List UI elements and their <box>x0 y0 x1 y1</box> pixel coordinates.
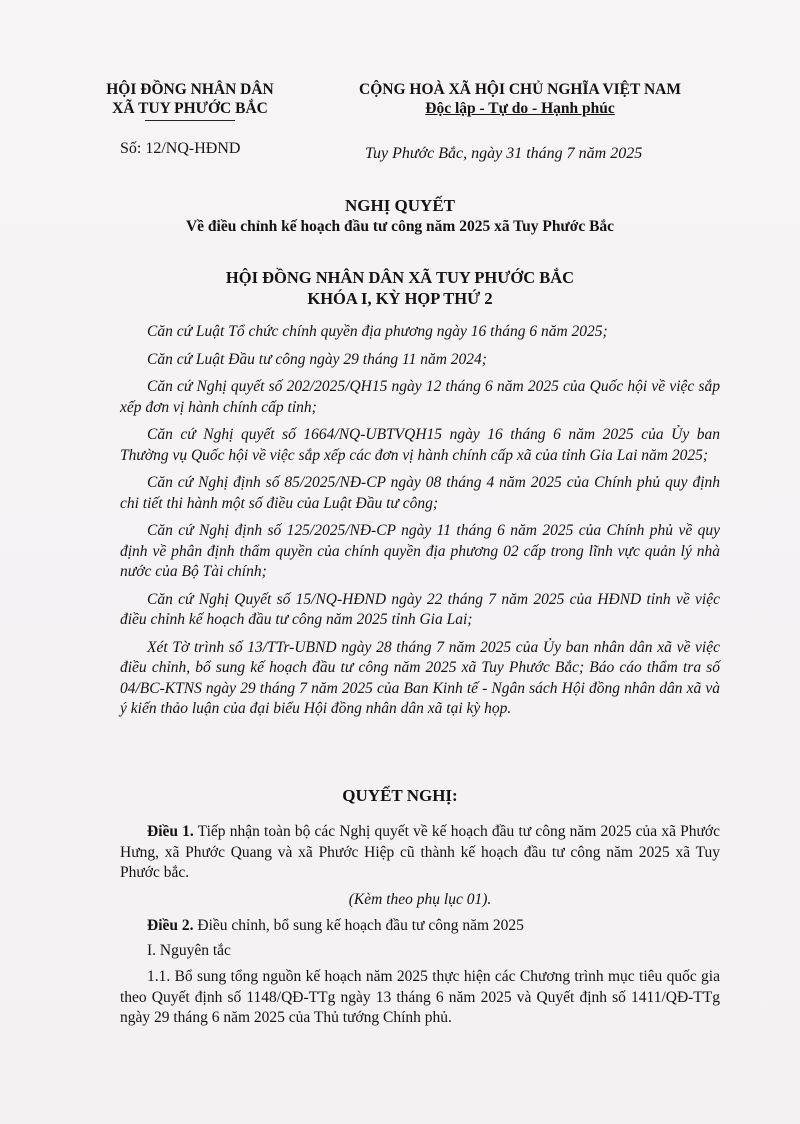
basis-item: Căn cứ Nghị định số 125/2025/NĐ-CP ngày 11 tháng 6 năm 2025 của Chính phủ về quy định về phân định thẩm quyền của chính quyền địa phương 02 cấp trong lĩnh vực quản lý nhà nước của Bộ Tài chính; <box>120 522 720 580</box>
legal-basis <box>120 322 720 727</box>
place-and-date: Tuy Phước Bắc, ngày 31 tháng 7 năm 2025 <box>365 145 643 162</box>
national-heading <box>320 80 720 118</box>
basis-item: Xét Tờ trình số 13/TTr-UBND ngày 28 tháng 7 năm 2025 của Ủy ban nhân dân xã về việc điều chỉnh, bổ sung kế hoạch đầu tư công năm 2025 xã Tuy Phước Bắc; Báo cáo thẩm tra số 04/BC-KTNS ngày 29 tháng 7 năm 2025 của Ban Kinh tế - Ngân sách Hội đồng nhân dân xã và ý kiến thảo luận của đại biểu Hội đồng nhân dân xã tại kỳ họp. <box>120 638 720 717</box>
article-2-label: Điều 2. <box>147 917 194 934</box>
org-line-2: XÃ TUY PHƯỚC BẮC <box>112 100 268 117</box>
article-2-text: Điều chỉnh, bổ sung kế hoạch đầu tư công năm 2025 <box>193 917 524 934</box>
articles <box>120 822 720 1029</box>
org-divider <box>145 120 235 121</box>
issuing-organization <box>80 80 300 121</box>
basis-item: Căn cứ Nghị định số 85/2025/NĐ-CP ngày 08 tháng 4 năm 2025 của Chính phủ quy định chi tiết thi hành một số điều của Luật Đầu tư công; <box>120 474 720 512</box>
nation-name: CỘNG HOÀ XÃ HỘI CHỦ NGHĨA VIỆT NAM <box>359 81 681 98</box>
basis-item: Căn cứ Luật Tổ chức chính quyền địa phương ngày 16 tháng 6 năm 2025; <box>147 323 608 340</box>
article-1 <box>120 822 720 884</box>
council-heading <box>0 267 800 309</box>
article-1-appendix: (Kèm theo phụ lục 01). <box>348 890 492 908</box>
section-principles: I. Nguyên tắc <box>147 941 231 959</box>
basis-item: Căn cứ Nghị quyết số 202/2025/QH15 ngày 12 tháng 6 năm 2025 của Quốc hội về việc sắp xếp đơn vị hành chính cấp tỉnh; <box>120 378 720 416</box>
document-number: Số: 12/NQ-HĐND <box>120 140 241 157</box>
article-1-label: Điều 1. <box>147 823 194 840</box>
council-name: HỘI ĐỒNG NHÂN DÂN XÃ TUY PHƯỚC BẮC <box>225 268 575 287</box>
document-subtitle: Về điều chỉnh kế hoạch đầu tư công năm 2025 xã Tuy Phước Bắc <box>185 218 615 235</box>
article-2 <box>120 916 720 937</box>
basis-item: Căn cứ Nghị quyết số 1664/NQ-UBTVQH15 ngày 16 tháng 6 năm 2025 của Ủy ban Thường vụ Quốc hội về việc sắp xếp các đơn vị hành chính cấp xã của tỉnh Gia Lai năm 2025; <box>120 426 720 464</box>
basis-item: Căn cứ Nghị Quyết số 15/NQ-HĐND ngày 22 tháng 7 năm 2025 của HĐND tỉnh về việc điều chỉnh kế hoạch đầu tư công năm 2025 tỉnh Gia Lai; <box>120 590 720 628</box>
org-line-1: HỘI ĐỒNG NHÂN DÂN <box>106 81 274 98</box>
decision-heading: QUYẾT NGHỊ: <box>342 786 458 805</box>
national-motto: Độc lập - Tự do - Hạnh phúc <box>425 100 615 117</box>
item-1-1: 1.1. Bổ sung tổng nguồn kế hoạch năm 2025 thực hiện các Chương trình mục tiêu quốc gia theo Quyết định số 1148/QĐ-TTg ngày 13 tháng 6 năm 2025 và Quyết định số 1411/QĐ-TTg ngày 29 tháng 6 năm 2025 của Thủ tướng Chính phủ. <box>120 968 720 1026</box>
basis-item: Căn cứ Luật Đầu tư công ngày 29 tháng 11 năm 2024; <box>147 350 487 368</box>
council-session: KHÓA I, KỲ HỌP THỨ 2 <box>307 289 493 308</box>
article-1-text: Tiếp nhận toàn bộ các Nghị quyết về kế hoạch đầu tư công năm 2025 của xã Phước Hưng, xã Phước Quang và xã Phước Hiệp cũ thành kế hoạch đầu tư công năm 2025 xã Tuy Phước bắc. <box>120 823 720 881</box>
document-title: NGHỊ QUYẾT <box>344 196 456 215</box>
